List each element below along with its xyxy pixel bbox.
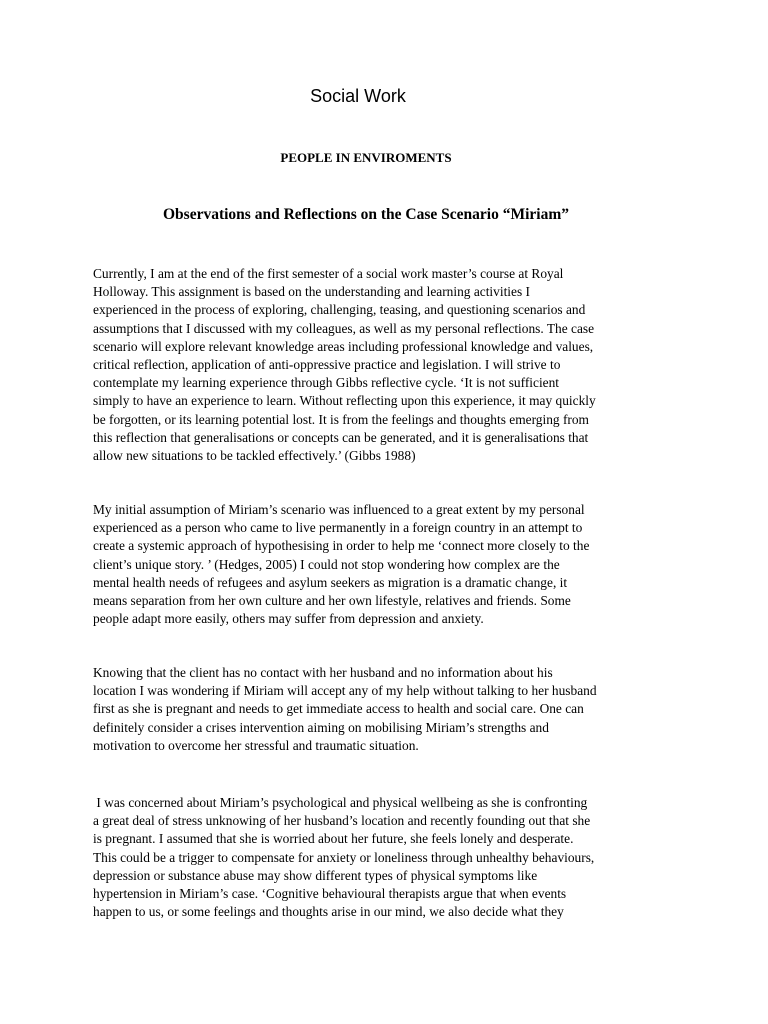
paragraph-line: assumptions that I discussed with my colleagues, as well as my personal reflections. The case <box>93 320 595 336</box>
paragraph-line: My initial assumption of Miriam’s scenario was influenced to a great extent by my personal <box>93 502 585 517</box>
paragraph-line: create a systemic approach of hypothesising in order to help me ‘connect more closely to the <box>93 538 590 554</box>
paragraph-line: experienced in the process of exploring, challenging, teasing, and questioning scenarios and <box>93 302 586 318</box>
paragraph-line: is pregnant. I assumed that she is worried about her future, she feels lonely and desperate. <box>93 831 574 847</box>
document-title: Social Work <box>310 86 406 106</box>
paragraph-3 <box>93 664 597 755</box>
paragraph-line: experienced as a person who came to live permanently in a foreign country in an attempt to <box>93 520 583 536</box>
paragraph-line: critical reflection, application of anti-oppressive practice and legislation. I will strive to <box>93 357 561 373</box>
paragraph-line: Holloway. This assignment is based on the understanding and learning activities I <box>93 284 530 300</box>
paragraph-1 <box>93 265 596 465</box>
paragraph-line: means separation from her own culture and her own lifestyle, relatives and friends. Some <box>93 593 571 609</box>
paragraph-line: happen to us, or some feelings and thoughts arise in our mind, we also decide what they <box>93 904 564 920</box>
paragraph-line: This could be a trigger to compensate for anxiety or loneliness through unhealthy behaviours, <box>93 849 595 865</box>
document-heading: Observations and Reflections on the Case Scenario “Miriam” <box>163 206 569 223</box>
paragraph-line: scenario will explore relevant knowledge areas including professional knowledge and values, <box>93 338 594 354</box>
paragraph-line: mental health needs of refugees and asylum seekers as migration is a dramatic change, it <box>93 574 568 590</box>
paragraph-line: Currently, I am at the end of the first semester of a social work master’s course at Royal <box>93 266 564 281</box>
paragraph-line: this reflection that generalisations or concepts can be generated, and it is generalisations that <box>93 429 589 445</box>
paragraph-line: I was concerned about Miriam’s psychological and physical wellbeing as she is confronting <box>93 795 588 810</box>
paragraph-4 <box>93 794 594 921</box>
paragraph-line: first as she is pregnant and needs to get immediate access to health and social care. One can <box>93 701 584 717</box>
paragraph-line: be forgotten, or its learning potential lost. It is from the feelings and thoughts emerging from <box>93 411 589 427</box>
paragraph-line: simply to have an experience to learn. Without reflecting upon this experience, it may quickly <box>93 393 596 409</box>
paragraph-line: definitely consider a crises intervention aiming on mobilising Miriam’s strengths and <box>93 719 549 735</box>
paragraph-line: Knowing that the client has no contact with her husband and no information about his <box>93 665 553 680</box>
paragraph-line: location I was wondering if Miriam will accept any of my help without talking to her husband <box>93 683 597 699</box>
paragraph-line: hypertension in Miriam’s case. ‘Cognitive behavioural therapists argue that when events <box>93 886 567 902</box>
paragraph-line: client’s unique story. ’ (Hedges, 2005) I could not stop wondering how complex are the <box>93 556 560 572</box>
paragraph-line: a great deal of stress unknowing of her husband’s location and recently founding out that she <box>93 813 591 829</box>
document-subtitle: PEOPLE IN ENVIROMENTS <box>280 150 452 165</box>
paragraph-line: depression or substance abuse may show different types of physical symptoms like <box>93 867 538 883</box>
paragraph-2 <box>93 501 589 628</box>
paragraph-line: contemplate my learning experience through Gibbs reflective cycle. ‘It is not sufficient <box>93 375 560 391</box>
paragraph-line: allow new situations to be tackled effectively.’ (Gibbs 1988) <box>93 448 416 464</box>
paragraph-line: motivation to overcome her stressful and traumatic situation. <box>93 737 419 753</box>
paragraph-line: people adapt more easily, others may suffer from depression and anxiety. <box>93 611 484 627</box>
